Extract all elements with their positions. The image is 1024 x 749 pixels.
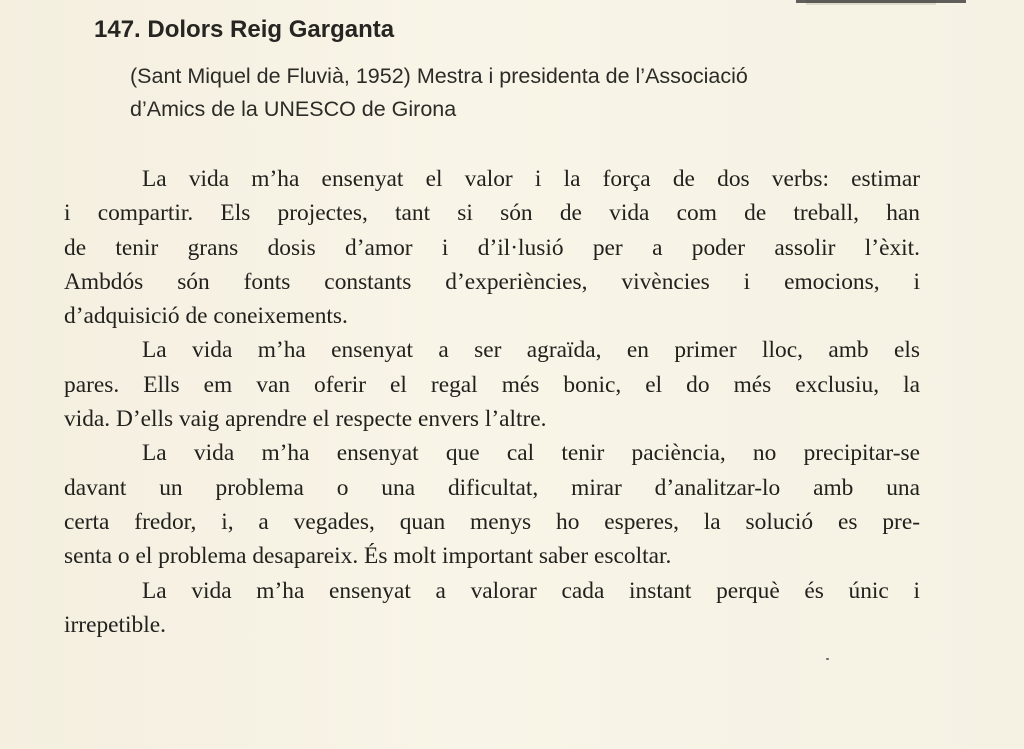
text-line: senta o el problema desapareix. És molt important saber escoltar. — [64, 543, 672, 570]
text-line: de tenir grans dosis d’amor i d’il·lusió per a poder assolir l’èxit. — [64, 234, 920, 261]
paragraph-4 — [64, 574, 920, 643]
top-rule — [796, 0, 966, 3]
text-line: Ambdós són fonts constants d’experiències, vivències i emocions, i — [64, 268, 920, 295]
text-line: i compartir. Els projectes, tant si són de vida com de treball, han — [64, 200, 920, 227]
print-speck — [826, 658, 829, 660]
text-line: certa fredor, i, a vegades, quan menys ho esperes, la solució es pre- — [64, 508, 920, 535]
paragraph-3 — [64, 436, 920, 573]
subtitle-line: (Sant Miquel de Fluvià, 1952) Mestra i presidenta de l’Associació — [130, 64, 748, 88]
entry-subtitle — [130, 60, 960, 126]
text-line: pares. Ells em van oferir el regal més bonic, el do més exclusiu, la — [64, 371, 920, 398]
text-line: La vida m’ha ensenyat a valorar cada instant perquè és únic i — [142, 577, 920, 604]
paragraph-2 — [64, 333, 920, 436]
text-line: irrepetible. — [64, 611, 166, 638]
text-line: La vida m’ha ensenyat que cal tenir paciència, no precipitar-se — [142, 440, 920, 467]
subtitle-line: d’Amics de la UNESCO de Girona — [130, 97, 457, 121]
text-line: d’adquisició de coneixements. — [64, 303, 348, 330]
paragraph-1 — [64, 162, 920, 333]
text-line: vida. D’ells vaig aprendre el respecte envers l’altre. — [64, 406, 547, 433]
text-line: davant un problema o una dificultat, mirar d’analitzar-lo amb una — [64, 474, 920, 501]
body-text — [64, 162, 920, 642]
text-line: La vida m’ha ensenyat el valor i la força de dos verbs: estimar — [142, 166, 920, 192]
entry-heading: 147. Dolors Reig Garganta — [94, 16, 395, 43]
text-line: La vida m’ha ensenyat a ser agraïda, en primer lloc, amb els — [142, 337, 920, 364]
